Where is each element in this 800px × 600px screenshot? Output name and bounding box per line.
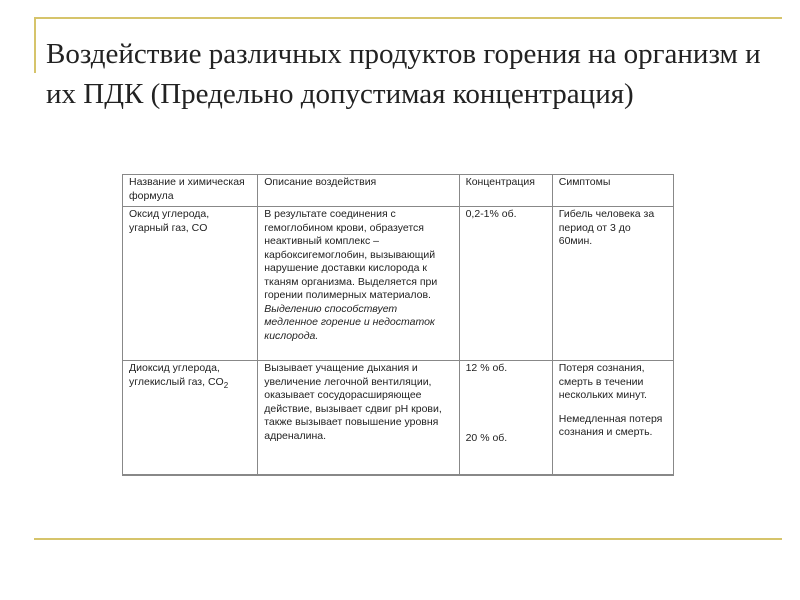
- concentration-value-2: 20 % об.: [465, 431, 508, 444]
- symptoms-text: Потеря сознания, смерть в течении нескольких минут.: [558, 362, 647, 401]
- table-row: [123, 207, 674, 361]
- concentration-value: 12 % об.: [465, 362, 508, 374]
- bottom-accent-line: [34, 538, 782, 540]
- top-accent-line: [34, 17, 782, 19]
- header-description: Описание воздействия: [258, 175, 459, 207]
- cell-symptoms: [552, 207, 673, 361]
- combustion-products-table: [122, 174, 674, 476]
- header-concentration: Концентрация: [459, 175, 552, 207]
- symptoms-text-2: Немедленная потеря сознания и смерть.: [558, 412, 663, 438]
- concentration-value: 0,2-1% об.: [465, 208, 517, 220]
- description-text: В результате соединения с гемоглобином крови, образуется неактивный комплекс – карбоксигемоглобин, вызывающий нарушение доставки кислорода к тканям организма. Выделяется при горении полимерных материалов.: [264, 208, 438, 301]
- cell-description: [258, 361, 459, 476]
- substance-name: Оксид углерода, угарный газ, CO: [129, 208, 210, 234]
- cell-description: [258, 207, 459, 361]
- symptoms-text: Гибель человека за период от 3 до 60мин.: [558, 208, 655, 247]
- table-header-row: [123, 175, 674, 207]
- table-row: [123, 361, 674, 476]
- description-italic-note: Выделению способствует медленное горение и недостаток кислорода.: [264, 302, 435, 342]
- cell-symptoms: [552, 361, 673, 476]
- cell-concentration: [459, 361, 552, 476]
- substance-name: Диоксид углерода, углекислый газ, CO: [129, 362, 224, 388]
- slide-title: Воздействие различных продуктов горения на организм и их ПДК (Предельно допустимая концентрация): [46, 38, 761, 110]
- description-text: Вызывает учащение дыхания и увеличение легочной вентиляции, оказывает сосудорасширяющее действие, вызывает сдвиг рН крови, также вызывает повышение уровня адреналина.: [264, 362, 442, 442]
- left-accent-line: [34, 17, 36, 73]
- cell-name: [123, 361, 258, 476]
- header-symptoms: Симптомы: [552, 175, 673, 207]
- formula-subscript: 2: [223, 380, 229, 390]
- header-name: Название и химическая формула: [123, 175, 258, 207]
- cell-concentration: [459, 207, 552, 361]
- cell-name: [123, 207, 258, 361]
